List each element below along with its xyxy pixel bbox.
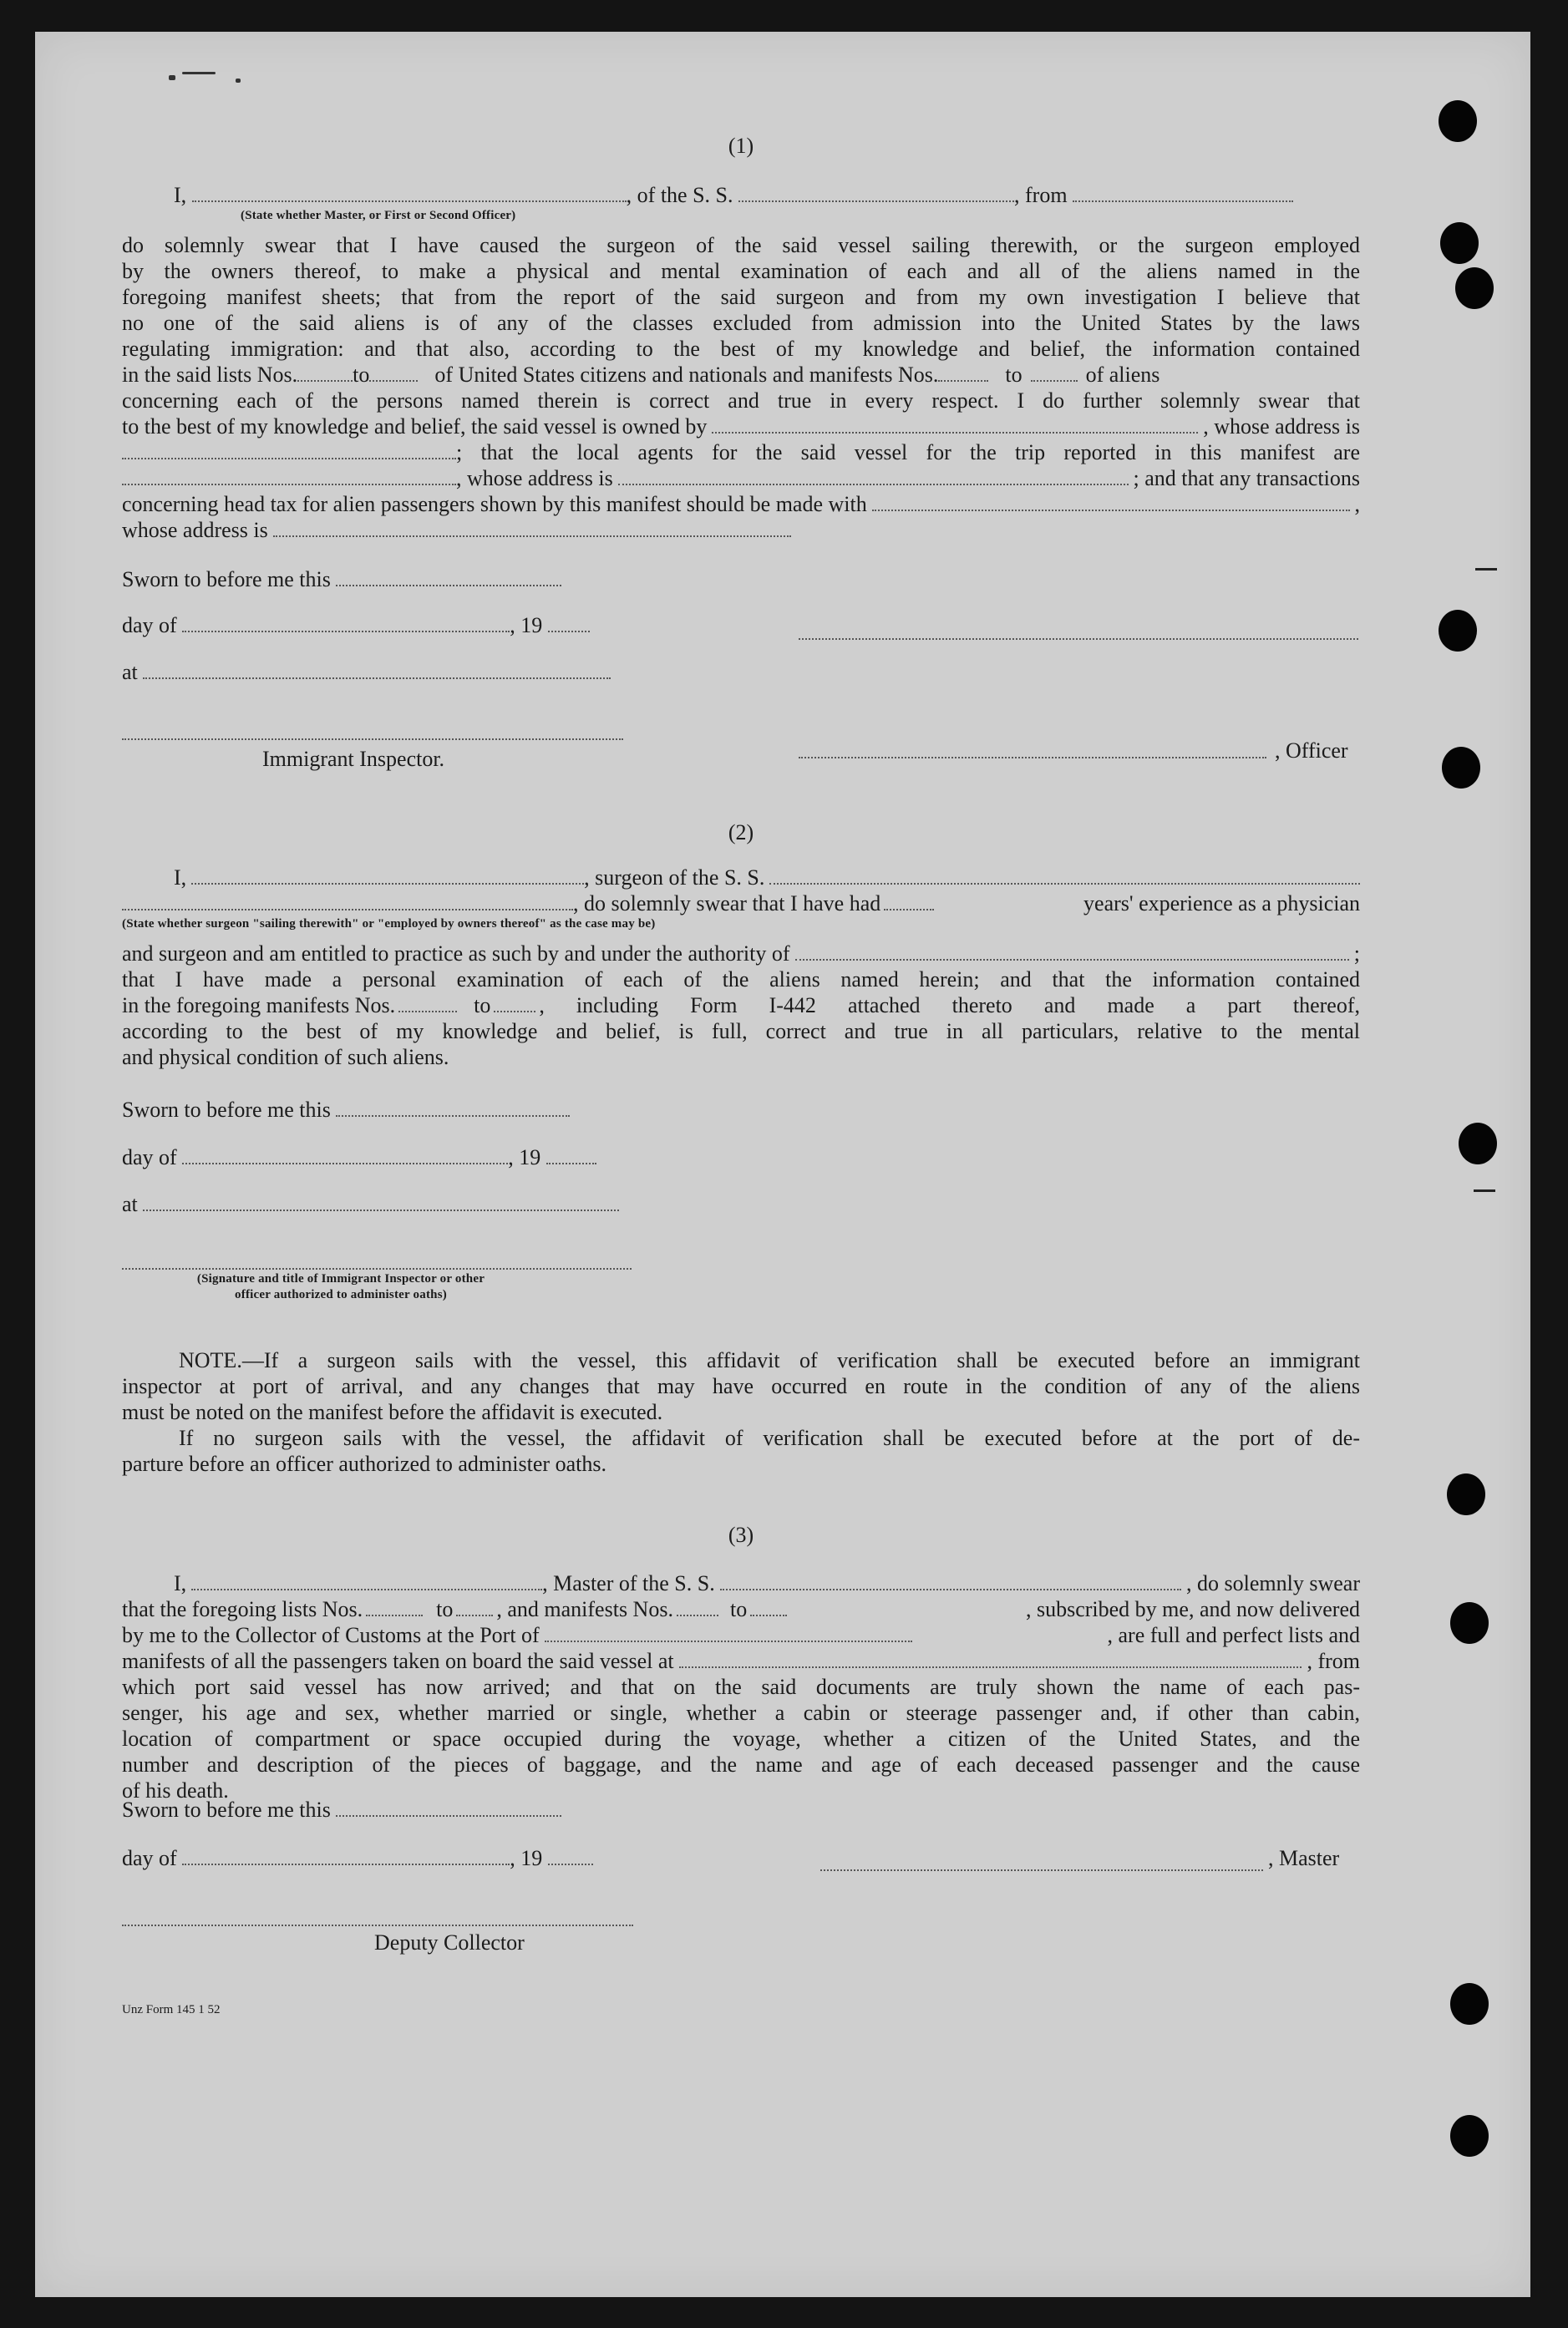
oath-paragraph: do solemnly swear that I have caused the surgeon of the said vessel sailing therewith, or the surgeon employed by the owners thereof, to make a physical and mental examination of each and all of the aliens named in the foregoing manifest sheets; that from the report of the said surgeon and from my own investigation I believe that no one of the said aliens is of any of the classes excluded from admission into the United States by the laws regulating immigration: and that also, according to the best of my knowledge and belief, the information contained: [122, 233, 1360, 361]
day-field[interactable]: [182, 1847, 510, 1865]
at-place-field[interactable]: [143, 1193, 619, 1211]
head-tax-address-field[interactable]: [273, 519, 791, 537]
manifests-line: in the foregoing manifests Nos. to , including Form I-442 attached thereto and made a part thereof,: [122, 993, 1360, 1017]
officer-field[interactable]: [192, 184, 627, 202]
years-field[interactable]: [884, 892, 934, 910]
day-field[interactable]: [182, 614, 510, 632]
day-line: day of , 19: [122, 1845, 593, 1871]
field-hint: (State whether Master, or First or Second Officer): [241, 209, 516, 222]
owner-field[interactable]: [712, 415, 1198, 434]
boarding-port-field[interactable]: [679, 1650, 1302, 1668]
ship-name-field[interactable]: [738, 184, 1014, 202]
at-place-field[interactable]: [143, 661, 611, 679]
agents-line: ; that the local agents for the said vessel for the trip reported in this manifest are: [122, 439, 1360, 465]
sworn-line: Sworn to before me this: [122, 566, 561, 592]
owner-line: to the best of my knowledge and belief, the said vessel is owned by , whose address is: [122, 414, 1360, 439]
surgeon-type-field[interactable]: [122, 892, 573, 910]
list-numbers-line: in the said lists Nos. to of United States citizens and nationals and manifests Nos. to of aliens: [122, 363, 1160, 387]
sworn-line: Sworn to before me this: [122, 1797, 561, 1823]
port-line: by me to the Collector of Customs at the Port of , are full and perfect lists and: [122, 1623, 1360, 1647]
agents-address-line: , whose address is ; and that any transactions: [122, 465, 1360, 491]
condition-paragraph: according to the best of my knowledge and belief, is full, correct and true in all particulars, relative to the mental and physical condition of such aliens.: [122, 1019, 1360, 1069]
at-line: at: [122, 1191, 619, 1217]
manifest-to-field[interactable]: [494, 994, 535, 1012]
agents-field[interactable]: [122, 467, 456, 485]
punch-hole: [1450, 1602, 1489, 1644]
year-field[interactable]: [548, 1847, 593, 1865]
list-to-field[interactable]: [456, 1598, 493, 1616]
punch-hole: [1447, 1473, 1485, 1515]
manifest-to-field[interactable]: [1031, 363, 1078, 382]
ink-speck: [169, 75, 175, 80]
punch-hole: [1440, 222, 1479, 264]
authority-field[interactable]: [795, 942, 1349, 961]
officer-line: I, , of the S. S. , from: [174, 182, 1293, 208]
day-field[interactable]: [182, 1146, 508, 1164]
year-field[interactable]: [546, 1146, 596, 1164]
section-number: (1): [728, 134, 754, 158]
punch-hole: [1439, 610, 1477, 652]
ink-speck: [182, 72, 216, 74]
manifest-to-field[interactable]: [750, 1598, 787, 1616]
master-signature-line[interactable]: [820, 1869, 1263, 1871]
manifest-from-field[interactable]: [398, 994, 457, 1012]
owner-address-field[interactable]: [122, 441, 456, 459]
list-from-field[interactable]: [366, 1598, 423, 1616]
margin-mark: [1474, 1189, 1495, 1192]
exam-paragraph: that I have made a personal examination of each of the aliens named herein; and that the information contained: [122, 967, 1360, 992]
officer-label: , Officer: [1275, 738, 1348, 763]
manifest-from-field[interactable]: [938, 363, 988, 382]
port-field[interactable]: [545, 1624, 912, 1642]
ink-speck: [236, 79, 241, 83]
note-paragraph: NOTE.—If a surgeon sails with the vessel, this affidavit of verification shall be executed before an immigrant inspector at port of arrival, and any changes that may have occurred en route in the condition of any of the aliens must be noted on the manifest before the affidavit is executed. If no surgeon sails with the vessel, the affidavit of verification shall be executed before at the port of de- parture before an officer authorized to administer oaths.: [122, 1348, 1360, 1476]
form-sheet: [35, 32, 1530, 2297]
inspector-signature-line[interactable]: [122, 738, 623, 740]
year-field[interactable]: [548, 614, 590, 632]
master-label: , Master: [1268, 1846, 1340, 1870]
signature-line[interactable]: [799, 638, 1358, 640]
punch-hole: [1450, 2115, 1489, 2157]
inspector-signature-line[interactable]: [122, 1268, 632, 1270]
signature-hint: (Signature and title of Immigrant Inspector or other officer authorized to administer oaths): [196, 1272, 485, 1301]
head-tax-party-field[interactable]: [872, 493, 1350, 511]
master-ship-field[interactable]: [720, 1572, 1181, 1590]
inspector-label: Immigrant Inspector.: [262, 747, 445, 771]
head-tax-line: concerning head tax for alien passengers shown by this manifest should be made with ,: [122, 492, 1360, 516]
whose-address-line: whose address is: [122, 517, 791, 543]
list-to-field[interactable]: [369, 363, 418, 382]
deputy-signature-line[interactable]: [122, 1925, 633, 1926]
arrival-paragraph: which port said vessel has now arrived; and that on the said documents are truly shown the name of each pas- senger, his age and sex, whether married or single, whether a cabin or steerage passenger and, if other than cabin, location of compartment or space occupied during the voyage, whether a citizen of the United States, and the number and description of the pieces of baggage, and the name and age of each deceased passenger and the cause of his death.: [122, 1675, 1360, 1803]
surgeon-name-field[interactable]: [191, 866, 584, 885]
authority-line: and surgeon and am entitled to practice as such by and under the authority of ;: [122, 941, 1360, 966]
master-name-field[interactable]: [191, 1572, 542, 1590]
agents-address-field[interactable]: [618, 467, 1129, 485]
day-line: day of , 19: [122, 612, 590, 638]
deputy-label: Deputy Collector: [374, 1930, 525, 1955]
section-number: (2): [728, 820, 754, 844]
experience-line: , do solemnly swear that I have had years' experience as a physician: [122, 890, 1360, 916]
sworn-date-field[interactable]: [336, 1098, 570, 1117]
manifest-from-field[interactable]: [677, 1598, 718, 1616]
sworn-date-field[interactable]: [336, 1798, 561, 1817]
sworn-date-field[interactable]: [336, 568, 561, 586]
oath-paragraph-2: concerning each of the persons named therein is correct and true in every respect. I do further solemnly swear that: [122, 388, 1360, 413]
list-from-field[interactable]: [297, 363, 353, 382]
form-identifier: Unz Form 145 1 52: [122, 2003, 221, 2016]
punch-hole: [1455, 267, 1494, 309]
at-line: at: [122, 659, 611, 685]
lists-line: that the foregoing lists Nos. to , and manifests Nos. to , subscribed by me, and now delivered: [122, 1597, 1360, 1621]
master-line: I, , Master of the S. S. , do solemnly swear: [174, 1571, 1360, 1595]
from-port-field[interactable]: [1073, 184, 1293, 202]
punch-hole: [1439, 100, 1477, 142]
punch-hole: [1442, 747, 1480, 789]
sworn-line: Sworn to before me this: [122, 1097, 570, 1123]
surgeon-line: I, , surgeon of the S. S.: [174, 865, 1360, 890]
surgeon-ship-field[interactable]: [769, 866, 1360, 885]
field-hint: (State whether surgeon "sailing therewith" or "employed by owners thereof" as the case may be): [122, 917, 656, 931]
punch-hole: [1459, 1123, 1497, 1164]
section-number: (3): [728, 1523, 754, 1547]
day-line: day of , 19: [122, 1144, 596, 1170]
boarding-line: manifests of all the passengers taken on board the said vessel at , from: [122, 1649, 1360, 1673]
margin-mark: [1475, 568, 1497, 571]
punch-hole: [1450, 1983, 1489, 2025]
officer-signature-line[interactable]: [799, 757, 1266, 758]
